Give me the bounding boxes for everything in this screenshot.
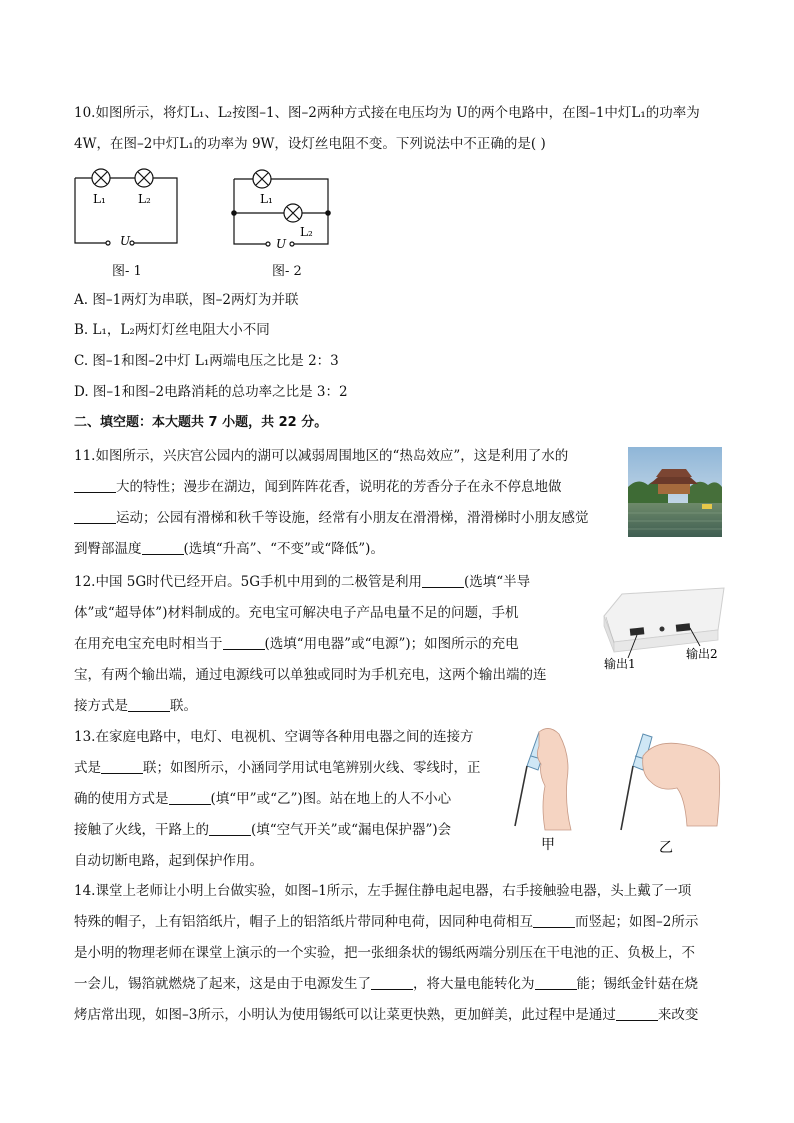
q12-line-1a: 12.中国 5G时代已经开启。5G手机中用到的二极管是利用 [74,574,423,590]
q14-line-3: 是小明的物理老师在课堂上演示的一个实验，把一张细条状的锡纸两端分别压在干电池的正、负极上，不 [74,945,695,961]
q12-line-3 [74,634,519,654]
q11-line-2 [74,477,562,497]
q14-line-5a: 烤店常出现，如图–3所示，小明认为使用锡纸可以让菜更快熟，更加鲜美，此过程中是通过 [74,1007,616,1023]
q14-line-5 [74,1005,698,1025]
q11-line-3-text: 运动；公园有滑梯和秋千等设施，经常有小朋友在滑滑梯，滑滑梯时小朋友感觉 [116,510,589,526]
fig2-l1-label: L₁ [260,192,273,206]
q12-line-4: 宝，有两个输出端，通过电源线可以单独或同时为手机充电，这两个输出端的连 [74,667,547,683]
q11-line-4b: (选填“升高”、“不变”或“降低”)。 [183,541,384,557]
q10-stem-line-1: 10.如图所示，将灯L₁、L₂按图–1、图–2两种方式接在电压均为 U的两个电路中，在图–1中灯L₁的功率为 [74,105,700,121]
answer-blank[interactable] [74,478,116,493]
answer-blank[interactable] [74,509,116,524]
fig1-l2-label: L₂ [138,192,151,206]
q12-line-3a: 在用充电宝充电时相当于 [74,636,223,652]
q13-line-2 [74,758,481,778]
q13-line-5: 自动切断电路，起到保护作用。 [74,853,263,869]
q12-line-1b: (选填“半导 [464,574,531,590]
q10-option-d: D. 图–1和图–2电路消耗的总功率之比是 3：2 [74,384,348,400]
q14-line-4b: ，将大量电能转化为 [413,976,535,992]
q13-line-4b: (填“空气开关”或“漏电保护器”)会 [251,822,452,838]
power-bank-figure [592,576,732,672]
q12-line-2: 体”或“超导体”)材料制成的。充电宝可解决电子产品电量不足的问题，手机 [74,605,519,621]
answer-blank[interactable] [101,759,143,774]
output-2-label: 输出2 [686,647,718,661]
q13-line-4 [74,820,451,840]
answer-blank[interactable] [142,540,184,555]
q13-line-4a: 接触了火线，干路上的 [74,822,209,838]
fig1-caption: 图- 1 [112,264,142,279]
output-1-label: 输出1 [604,657,636,671]
yi-label: 乙 [659,840,673,856]
q12-line-5 [74,696,197,716]
circuit-figure-1 [68,164,188,250]
q12-line-5a: 接方式是 [74,698,128,714]
jia-label: 甲 [541,837,555,853]
q10-option-c: C. 图–1和图–2中灯 L₁两端电压之比是 2：3 [74,353,339,369]
answer-blank[interactable] [209,821,251,836]
answer-blank[interactable] [535,975,577,990]
q13-line-3b: (填“甲”或“乙”)图。站在地上的人不小心 [210,791,452,807]
q13-line-2a: 式是 [74,760,101,776]
q11-line-4a: 到臀部温度 [74,541,142,557]
test-pen-figure [505,726,727,856]
q10-option-a: A. 图–1两灯为串联，图–2两灯为并联 [74,292,299,308]
q14-line-1: 14.课堂上老师让小明上台做实验，如图–1所示，左手握住静电起电器，右手接触验电器，头上戴了一项 [74,883,692,899]
q14-line-2 [74,912,698,932]
q14-line-4a: 一会儿，锡箔就燃烧了起来，这是由于电源发生了 [74,976,371,992]
q14-line-4c: 能；锡纸金针菇在烧 [576,976,698,992]
q10-stem-line-2: 4W，在图–2中灯L₁的功率为 9W，设灯丝电阻不变。下列说法中不正确的是( ) [74,136,546,152]
q12-line-1 [74,572,530,592]
q12-line-3b: (选填“用电器”或“电源”)；如图所示的充电 [264,636,519,652]
circuit-figure-2 [228,166,338,252]
q14-line-5b: 来改变 [657,1007,699,1023]
answer-blank[interactable] [533,913,575,928]
section-2-heading: 二、填空题：本大题共 7 小题，共 22 分。 [74,415,328,430]
park-lake-photo [628,447,722,537]
q12-line-5b: 联。 [170,698,197,714]
fig2-caption: 图- 2 [272,264,302,279]
q13-line-3 [74,789,451,809]
q10-option-b: B. L₁，L₂两灯灯丝电阻大小不同 [74,322,270,338]
q14-line-4 [74,974,698,994]
fig1-voltage-label: U [120,234,131,248]
q14-line-2b: 而竖起；如图–2所示 [575,914,699,930]
answer-blank[interactable] [128,697,170,712]
q13-line-2b: 联；如图所示，小涵同学用试电笔辨别火线、零线时，正 [143,760,481,776]
answer-blank[interactable] [616,1006,658,1021]
q11-line-2-text: 大的特性；漫步在湖边，闻到阵阵花香，说明花的芳香分子在永不停息地做 [116,479,562,495]
answer-blank[interactable] [169,790,211,805]
q11-line-1: 11.如图所示，兴庆宫公园内的湖可以减弱周围地区的“热岛效应”，这是利用了水的 [74,448,569,464]
q13-line-1: 13.在家庭电路中，电灯、电视机、空调等各种用电器之间的连接方 [74,729,474,745]
q13-line-3a: 确的使用方式是 [74,791,169,807]
answer-blank[interactable] [371,975,413,990]
q14-line-2a: 特殊的帽子，上有铝箔纸片，帽子上的铝箔纸片带同种电荷，因同种电荷相互 [74,914,533,930]
fig2-l2-label: L₂ [300,225,313,239]
q11-line-3 [74,508,589,528]
fig1-l1-label: L₁ [93,192,106,206]
answer-blank[interactable] [422,573,464,588]
q11-line-4 [74,539,384,559]
answer-blank[interactable] [223,635,265,650]
fig2-voltage-label: U [276,237,287,251]
